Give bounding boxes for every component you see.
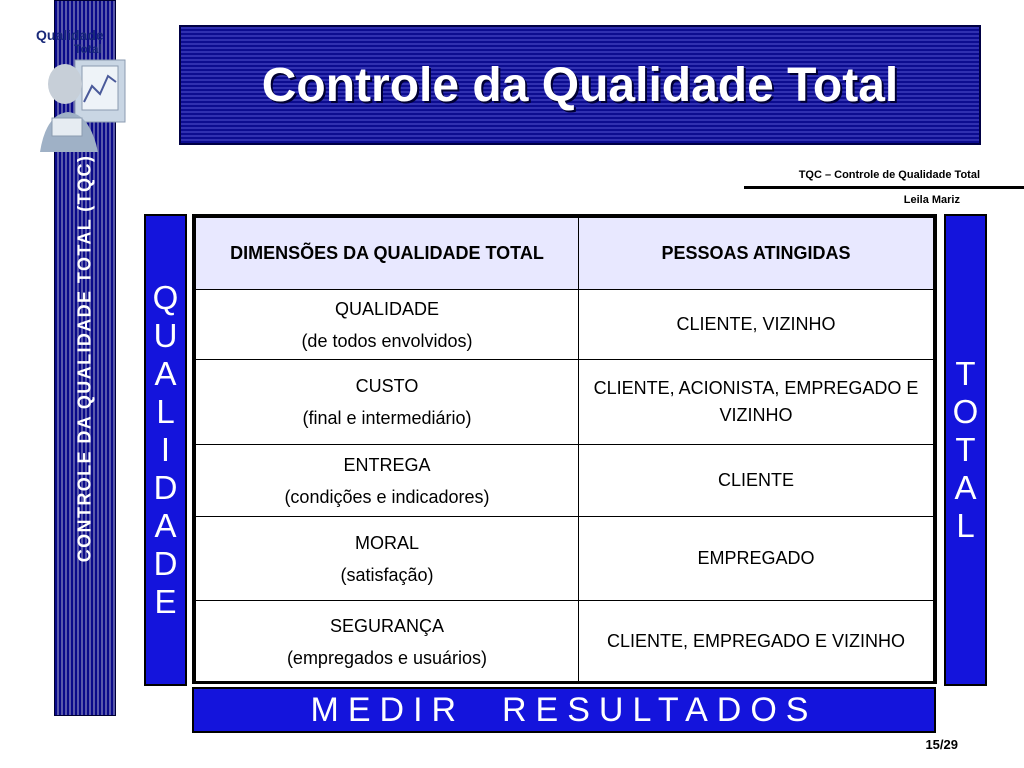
letter: A	[954, 469, 977, 506]
letter: D	[153, 545, 178, 582]
dimension-name: ENTREGA	[343, 454, 431, 475]
header-dimensions: DIMENSÕES DA QUALIDADE TOTAL	[196, 218, 579, 290]
dimension-detail: (final e intermediário)	[302, 408, 472, 428]
letter: Q	[152, 279, 179, 316]
dimension-detail: (condições e indicadores)	[284, 486, 490, 507]
title-banner	[179, 25, 981, 145]
people-affected: CLIENTE, ACIONISTA, EMPREGADO E VIZINHO	[579, 360, 934, 445]
dimension-name: QUALIDADE	[334, 298, 440, 319]
dimension-detail: (de todos envolvidos)	[301, 330, 473, 351]
bottom-banner-text: MEDIR RESULTADOS	[310, 690, 818, 729]
letter: O	[952, 393, 979, 430]
letter: T	[955, 355, 976, 392]
side-label: CONTROLE DA QUALIDADE TOTAL (TQC)	[74, 154, 95, 562]
header-divider	[744, 186, 1024, 189]
letter: E	[154, 583, 177, 620]
letter: T	[955, 431, 976, 468]
page-number: 15/29	[925, 737, 958, 752]
dimension-name: MORAL	[354, 532, 419, 553]
quality-table	[192, 214, 937, 684]
table-row	[196, 360, 934, 445]
bottom-banner	[192, 687, 936, 733]
table-row	[196, 601, 934, 683]
people-affected: CLIENTE, VIZINHO	[579, 290, 934, 360]
dimension-detail: (satisfação)	[340, 564, 434, 585]
letter: L	[156, 393, 175, 430]
table-row	[196, 445, 934, 517]
letter: U	[153, 317, 178, 354]
logo-subtitle: Total	[74, 42, 102, 56]
logo	[20, 22, 160, 162]
letter: L	[956, 507, 975, 544]
header-people: PESSOAS ATINGIDAS	[579, 218, 934, 290]
dimension-name: SEGURANÇA	[329, 615, 445, 636]
people-affected: EMPREGADO	[579, 517, 934, 601]
people-affected: CLIENTE	[579, 445, 934, 517]
letter: I	[160, 431, 171, 468]
logo-title: Qualidade	[36, 27, 104, 43]
quality-panel	[144, 214, 187, 686]
table-row	[196, 290, 934, 360]
dimension-detail: (empregados e usuários)	[286, 647, 488, 668]
dimension-name: CUSTO	[355, 376, 419, 396]
table-row	[196, 517, 934, 601]
letter: D	[153, 469, 178, 506]
total-panel	[944, 214, 987, 686]
letter: A	[154, 355, 177, 392]
author-name: Leila Mariz	[903, 194, 960, 206]
people-affected: CLIENTE, EMPREGADO E VIZINHO	[579, 601, 934, 683]
letter: A	[154, 507, 177, 544]
page-title: Controle da Qualidade Total	[261, 58, 899, 112]
header-note: TQC – Controle de Qualidade Total	[798, 169, 980, 181]
